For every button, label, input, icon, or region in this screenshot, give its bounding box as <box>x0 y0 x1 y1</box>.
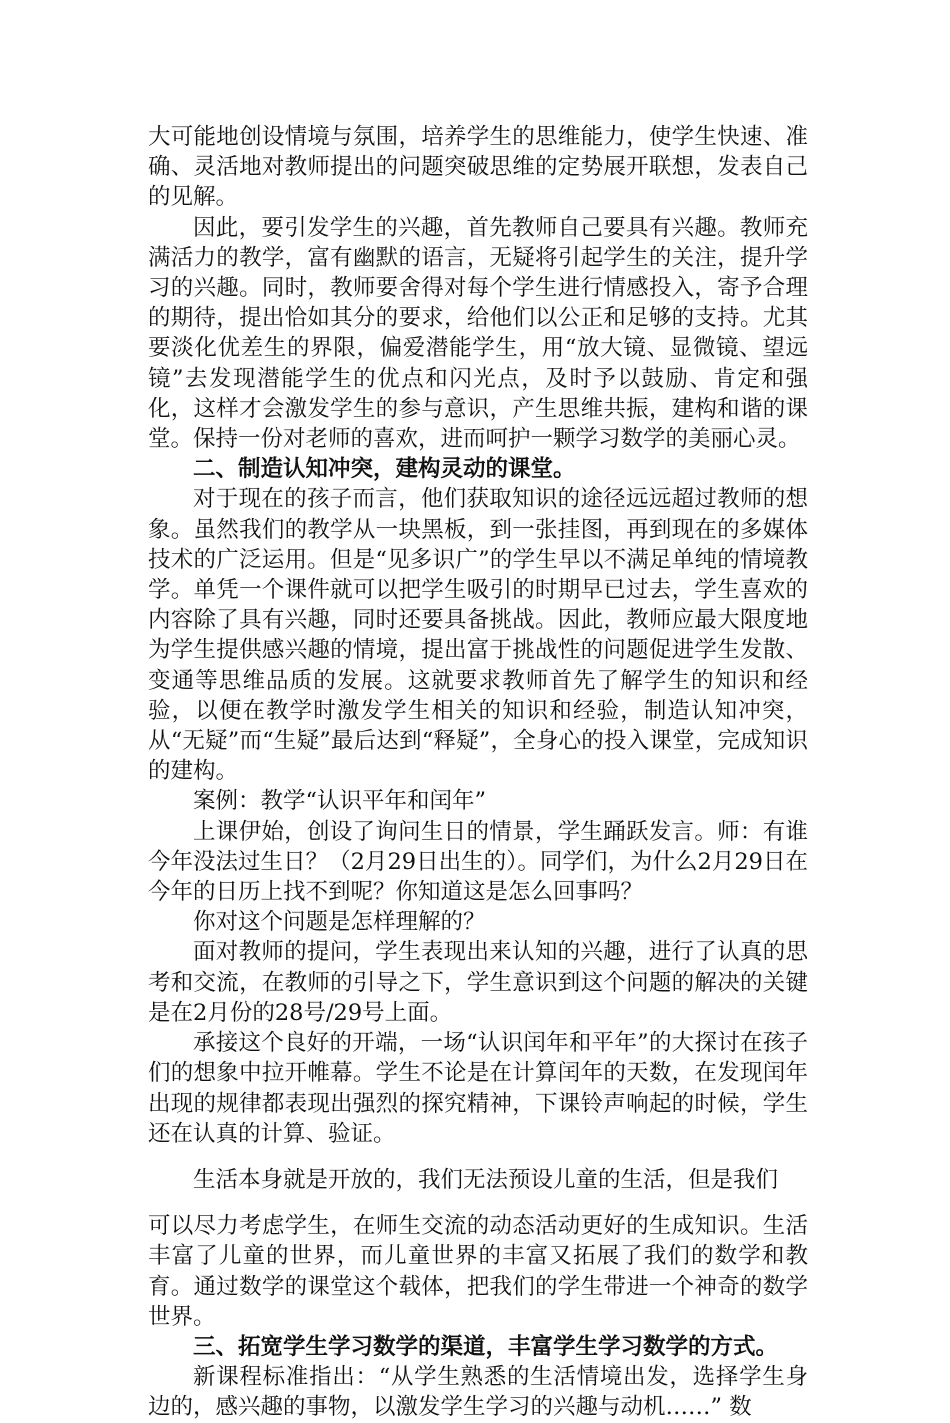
document-page <box>148 122 808 1423</box>
paragraph-3: 对于现在的孩子而言，他们获取知识的途径远远超过教师的想象。虽然我们的教学从一块黑板，到一张挂图，再到现在的多媒体技术的广泛运用。但是“见多识广”的学生早以不满足单纯的情境教学。单凭一个课件就可以把学生吸引的时期早已过去，学生喜欢的内容除了具有兴趣，同时还要具备挑战。因此，教师应最大限度地为学生提供感兴趣的情境，提出富于挑战性的问题促进学生发散、变通等思维品质的发展。这就要求教师首先了解学生的知识和经验，以便在教学时激发学生相关的知识和经验，制造认知冲突，从“无疑”而“生疑”最后达到“释疑”，全身心的投入课堂，完成知识的建构。 <box>148 486 808 785</box>
paragraph-2: 因此，要引发学生的兴趣，首先教师自己要具有兴趣。教师充满活力的教学，富有幽默的语言，无疑将引起学生的关注，提升学习的兴趣。同时，教师要舍得对每个学生进行情感投入，寄予合理的期待，提出恰如其分的要求，给他们以公正和足够的支持。尤其要淡化优差生的界限，偏爱潜能学生，用“放大镜、显微镜、望远镜”去发现潜能学生的优点和闪光点，及时予以鼓励、肯定和强化，这样才会激发学生的参与意识，产生思维共振，建构和谐的课堂。保持一份对老师的喜欢，进而呵护一颗学习数学的美丽心灵。 <box>148 214 808 453</box>
paragraph-1: 大可能地创设情境与氛围，培养学生的思维能力，使学生快速、准确、灵活地对教师提出的问题突破思维的定势展开联想，发表自己的见解。 <box>148 124 808 211</box>
paragraph-5: 你对这个问题是怎样理解的？ <box>193 909 486 936</box>
paragraph-4: 上课伊始，创设了询问生日的情景，学生踊跃发言。师：有谁今年没法过生日？（2月29日出生的）。同学们，为什么2月29日在今年的日历上找不到呢？你知道这是怎么回事吗？ <box>148 818 808 906</box>
paragraph-8: 生活本身就是开放的，我们无法预设儿童的生活，但是我们 <box>193 1166 779 1193</box>
section-heading-3: 三、拓宽学生学习数学的渠道，丰富学生学习数学的方式。 <box>193 1333 779 1360</box>
paragraph-9: 可以尽力考虑学生，在师生交流的动态活动更好的生成知识。生活丰富了儿童的世界，而儿童世界的丰富又拓展了我们的数学和教育。通过数学的课堂这个载体，把我们的学生带进一个神奇的数学世界。 <box>148 1213 808 1330</box>
section-heading-2: 二、制造认知冲突，建构灵动的课堂。 <box>193 456 576 483</box>
paragraph-6: 面对教师的提问，学生表现出来认知的兴趣，进行了认真的思考和交流，在教师的引导之下，学生意识到这个问题的解决的关键是在2月份的28号/29号上面。 <box>148 939 808 1026</box>
paragraph-7: 承接这个良好的开端，一场“认识闰年和平年”的大探讨在孩子们的想象中拉开帷幕。学生不论是在计算闰年的天数，在发现闰年出现的规律都表现出强烈的探究精神，下课铃声响起的时候，学生还在认真的计算、验证。 <box>148 1030 808 1147</box>
paragraph-10: 新课程标准指出：“从学生熟悉的生活情境出发，选择学生身边的，感兴趣的事物，以激发学生学习的兴趣与动机……” 数 <box>148 1364 808 1421</box>
case-title: 案例：教学“认识平年和闰年” <box>193 788 487 815</box>
